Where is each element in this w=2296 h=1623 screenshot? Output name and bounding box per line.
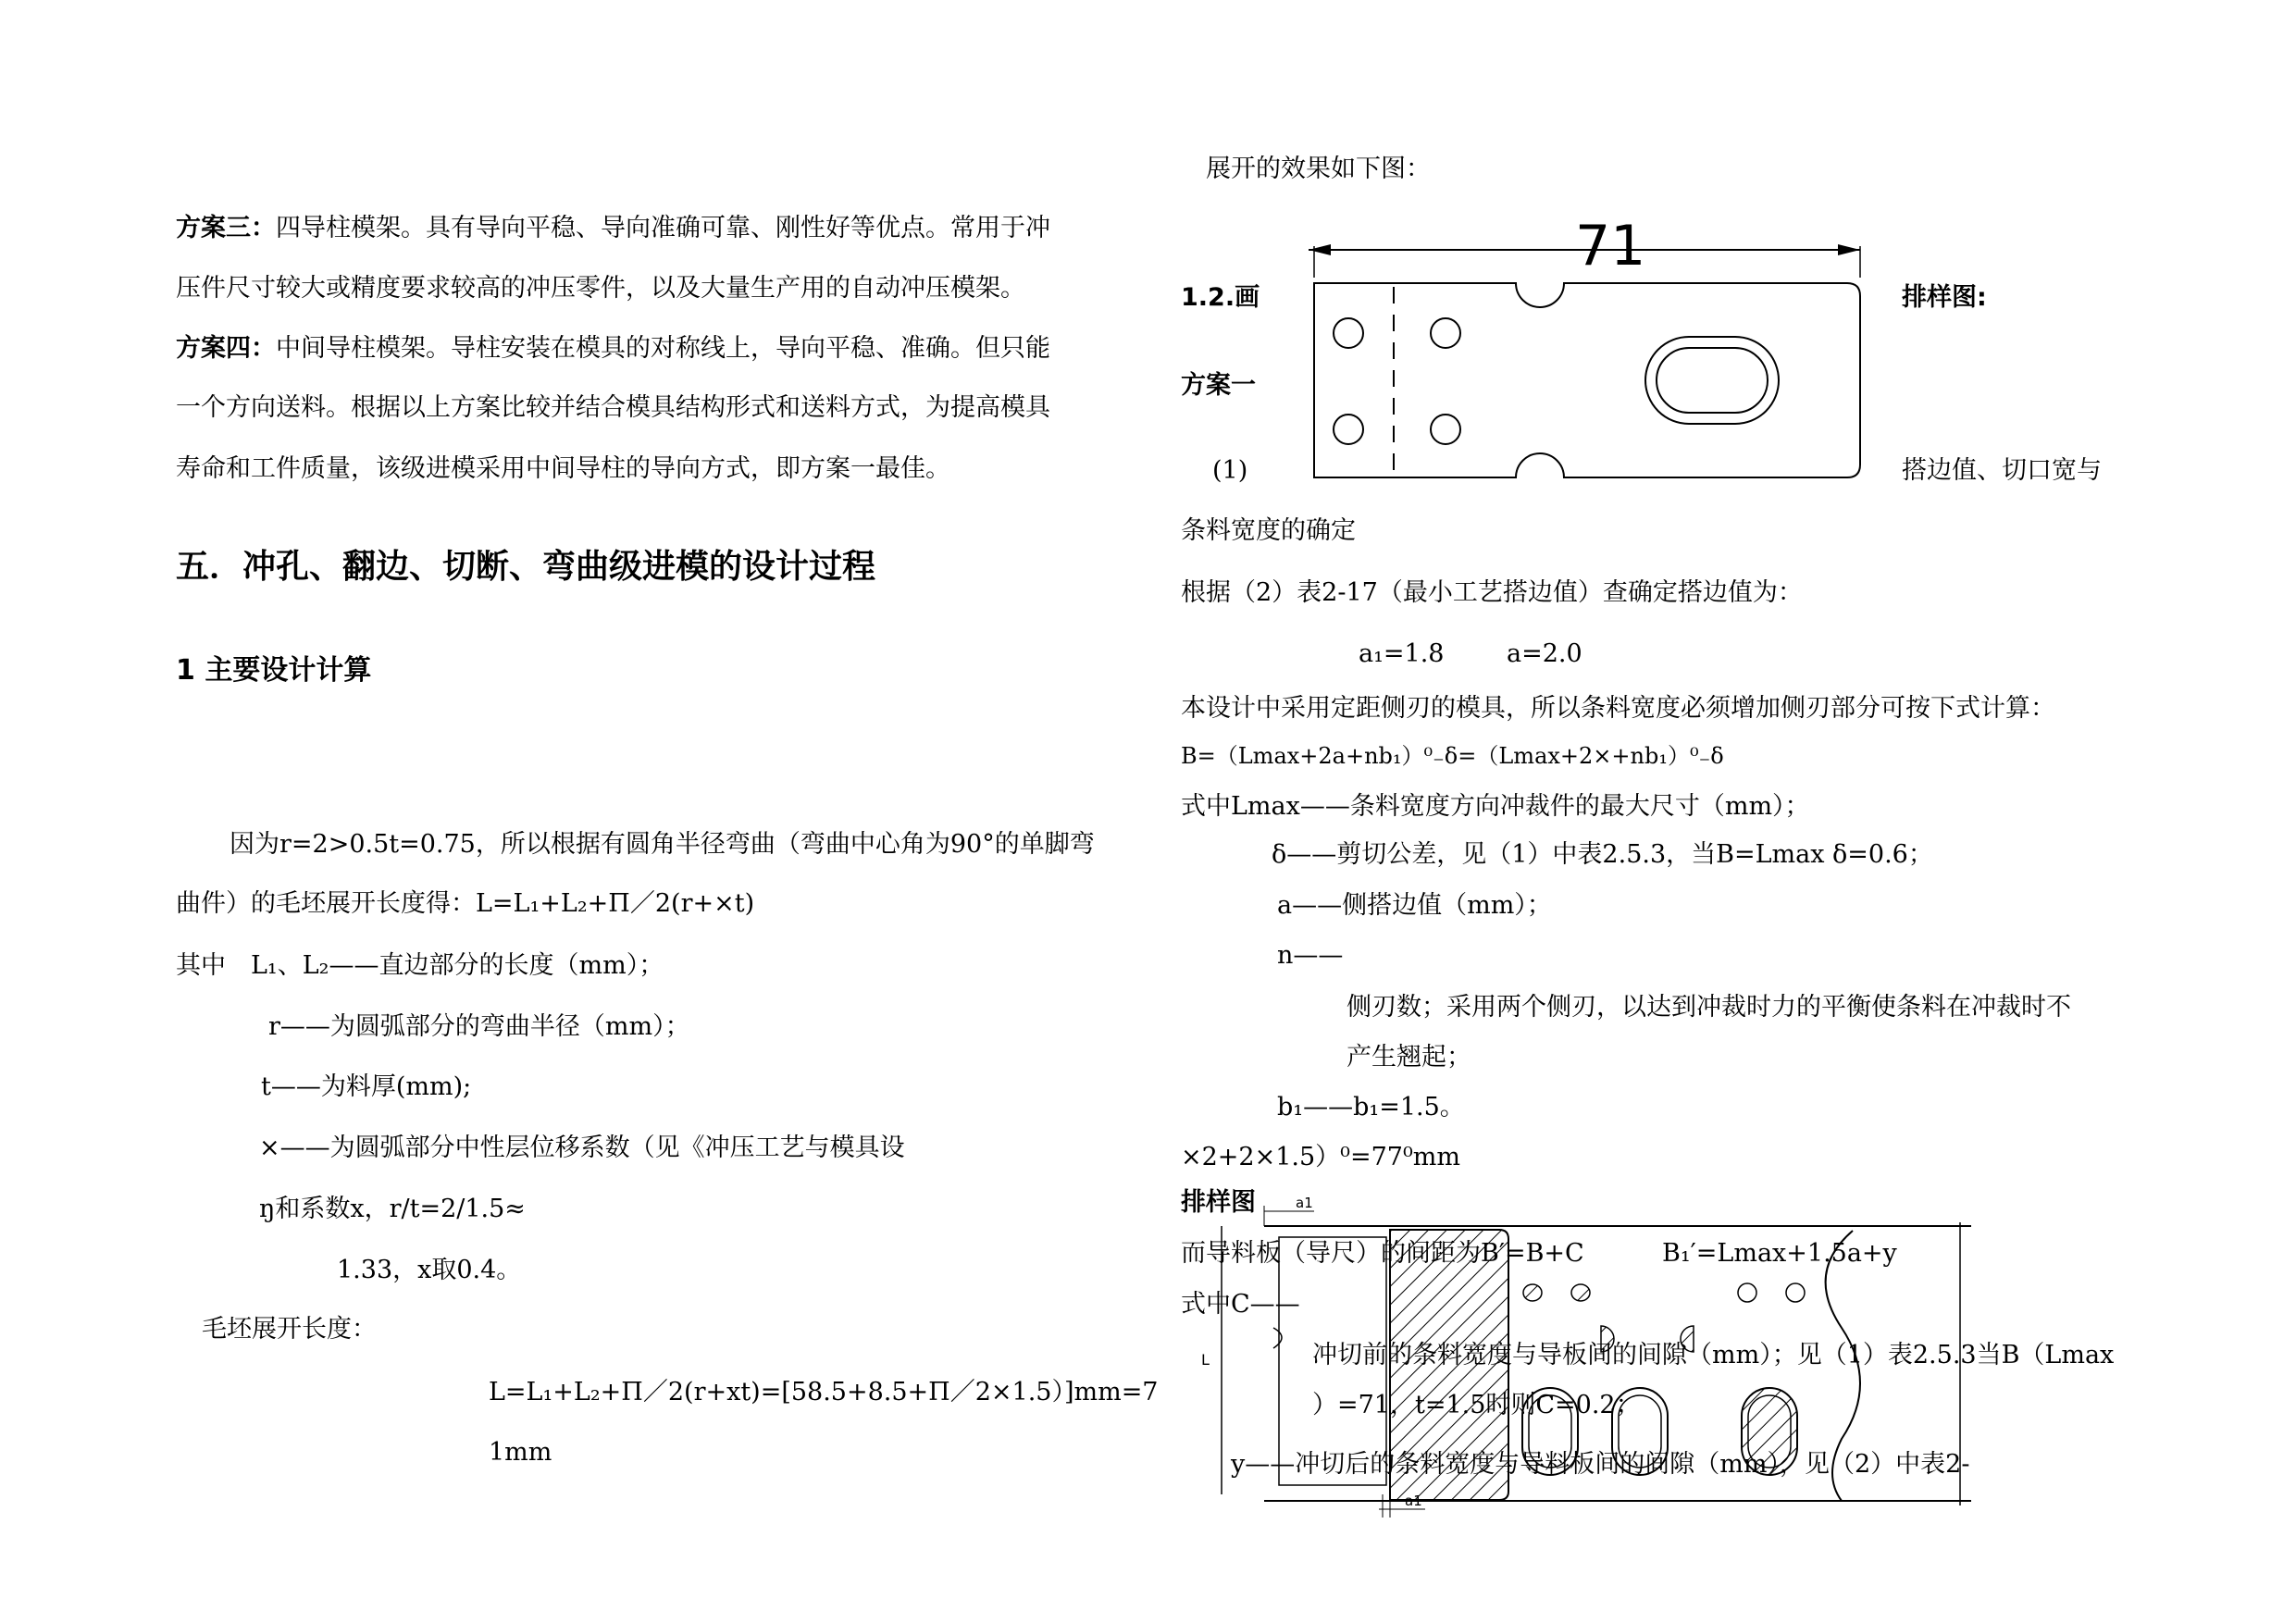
t-definition: t——为料厚(mm); bbox=[261, 1072, 472, 1101]
design-line: 本设计中采用定距侧刃的模具，所以条料宽度必须增加侧刃部分可按下式计算： bbox=[1181, 694, 2055, 723]
unfold-caption: 展开的效果如下图： bbox=[1206, 155, 1431, 183]
paragraph-scheme3-line1: 方案三：四导柱模架。具有导向平稳、导向准确可靠、刚性好等优点。常用于冲 bbox=[176, 214, 1050, 242]
b1-prime-formula: B₁′=Lmax+1.5a+y bbox=[1662, 1239, 1897, 1268]
b-formula: B=（Lmax+2a+nb₁）⁰₋δ=（Lmax+2×+nb₁）⁰₋δ bbox=[1181, 743, 1724, 769]
gap-line-2: ）=71，t=1.5时则C=0.2； bbox=[1312, 1391, 1641, 1419]
calc-line-1: 因为r=2>0.5t=0.75，所以根据有圆角半径弯曲（弯曲中心角为90°的单脚弯 bbox=[230, 830, 1095, 859]
label-layout: 排样图: bbox=[1902, 283, 1987, 312]
scheme3-label: 方案三： bbox=[176, 214, 276, 242]
blank-length-label: 毛坯展开长度： bbox=[202, 1315, 377, 1344]
a-definition: a——侧搭边值（mm）； bbox=[1277, 891, 1552, 920]
eta-line: ŋ和系数x，r/t=2/1.5≈ bbox=[259, 1195, 526, 1223]
label-item-1: (1) bbox=[1212, 456, 1248, 485]
paragraph-scheme4-line3: 寿命和工件质量，该级进模采用中间导柱的导向方式，即方案一最佳。 bbox=[176, 454, 950, 483]
n-definition: n—— bbox=[1277, 941, 1344, 970]
section-heading-5: 五．冲孔、翻边、切断、弯曲级进模的设计过程 bbox=[176, 548, 876, 586]
scheme4-label: 方案四： bbox=[176, 334, 276, 363]
a1-tag-top: a1 bbox=[1296, 1195, 1313, 1211]
b1-definition: b₁——b₁=1.5。 bbox=[1277, 1093, 1465, 1121]
a1-tag-bottom: a1 bbox=[1405, 1493, 1422, 1509]
side-edge-line-2: 产生翘起； bbox=[1347, 1043, 1471, 1072]
x2-line: ×2+2×1.5）⁰=77⁰mm bbox=[1181, 1143, 1460, 1171]
c-definition: 式中C—— bbox=[1181, 1290, 1300, 1319]
formula-line-1: L=L₁+L₂+П／2(r+xt)=[58.5+8.5+П／2×1.5）]mm=7 bbox=[489, 1378, 1159, 1406]
label-overlap: 搭边值、切口宽与 bbox=[1902, 456, 2102, 485]
where-line: 其中 L₁、L₂——直边部分的长度（mm）； bbox=[176, 951, 664, 980]
guide-spacing-line: 而导料板（导尺）的间距为B′=B+C bbox=[1181, 1239, 1584, 1268]
y-definition: y——冲切后的条料宽度与导料板间的间隙（mm），见（2）中表2- bbox=[1231, 1450, 1970, 1479]
r-definition: r——为圆弧部分的弯曲半径（mm）； bbox=[268, 1012, 690, 1041]
label-scheme-1: 方案一 bbox=[1181, 371, 1256, 400]
lmax-definition: 式中Lmax——条料宽度方向冲裁件的最大尺寸（mm）； bbox=[1181, 792, 1810, 821]
gap-line-1: 冲切前的条料宽度与导板间的间隙（mm）；见（1）表2.5.3当B（Lmax bbox=[1312, 1341, 2115, 1369]
paragraph-scheme4-line2: 一个方向送料。根据以上方案比较并结合模具结构形式和送料方式，为提高模具 bbox=[176, 393, 1050, 422]
subsection-heading-1: 1 主要设计计算 bbox=[176, 654, 372, 687]
delta-definition: δ——剪切公差，见（1）中表2.5.3，当B=Lmax δ=0.6； bbox=[1272, 840, 1933, 869]
paragraph-scheme4-line1: 方案四：中间导柱模架。导柱安装在模具的对称线上，导向平稳、准确。但只能 bbox=[176, 334, 1050, 363]
paragraph-scheme3-line2: 压件尺寸较大或精度要求较高的冲压零件，以及大量生产用的自动冲压模架。 bbox=[176, 274, 1025, 303]
dimension-71: 71 bbox=[1575, 214, 1646, 279]
side-edge-line-1: 侧刃数；采用两个侧刃，以达到冲裁时力的平衡使条料在冲裁时不 bbox=[1347, 993, 2071, 1022]
dimension-L: L bbox=[1201, 1351, 1210, 1369]
formula-line-2: 1mm bbox=[489, 1438, 552, 1467]
strip-width-title: 条料宽度的确定 bbox=[1181, 516, 1356, 545]
layout-title: 排样图 bbox=[1181, 1188, 1256, 1217]
x-definition: ×——为圆弧部分中性层位移系数（见《冲压工艺与模具设 bbox=[259, 1134, 905, 1162]
a1-value: a₁=1.8 bbox=[1359, 639, 1445, 668]
coefficient-line: 1.33，x取0.4。 bbox=[337, 1256, 522, 1284]
unfolded-part-drawing bbox=[1305, 213, 1916, 490]
label-1-2-draw: 1.2.画 bbox=[1181, 283, 1260, 312]
calc-line-2: 曲件）的毛坯展开长度得：L=L₁+L₂+П／2(r+×t) bbox=[176, 889, 755, 918]
a-value: a=2.0 bbox=[1507, 639, 1582, 668]
according-line: 根据（2）表2-17（最小工艺搭边值）查确定搭边值为： bbox=[1181, 578, 1803, 607]
